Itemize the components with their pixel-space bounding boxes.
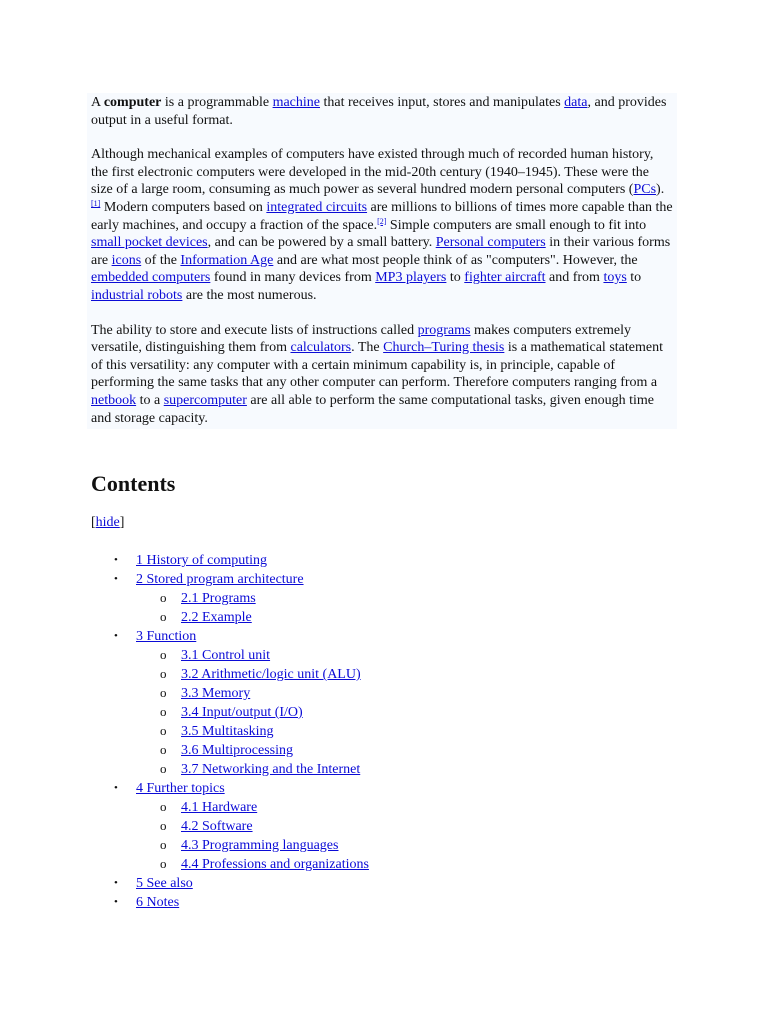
link-supercomputer[interactable]: supercomputer [163, 392, 247, 408]
link-integrated-circuits[interactable]: integrated circuits [266, 199, 368, 215]
toc-item [91, 551, 369, 570]
intro-section [87, 93, 677, 429]
toc-link[interactable]: 3.2 Arithmetic/logic unit (ALU) [181, 667, 361, 682]
bullet-icon: • [114, 630, 118, 642]
toc-subitem [91, 855, 369, 874]
toc-link[interactable]: 3.7 Networking and the Internet [181, 762, 361, 777]
text: to [626, 270, 642, 286]
toc-link[interactable]: 4.3 Programming languages [181, 838, 339, 853]
toc-subitem [91, 608, 369, 627]
term-computer: computer [103, 95, 162, 110]
toc-subitem [91, 741, 369, 760]
link-machine[interactable]: machine [272, 95, 320, 110]
toc-link[interactable]: 3.5 Multitasking [181, 724, 274, 739]
toc-subitem [91, 646, 369, 665]
citation-1[interactable]: [1] [91, 198, 101, 208]
toc-link[interactable]: 1 History of computing [136, 553, 268, 568]
table-of-contents [91, 551, 369, 912]
link-fighter-aircraft[interactable]: fighter aircraft [464, 270, 546, 286]
text: The ability to store and execute lists of instructions called [91, 322, 418, 338]
toc-link[interactable]: 4.4 Professions and organizations [181, 857, 369, 872]
circle-bullet-icon: o [160, 609, 167, 624]
bullet-icon: • [114, 782, 118, 794]
toc-link[interactable]: 3.4 Input/output (I/O) [181, 705, 303, 720]
toc-link[interactable]: 5 See also [136, 876, 193, 891]
link-industrial-robots[interactable]: industrial robots [91, 287, 183, 303]
bracket-close: ] [119, 515, 125, 530]
bullet-icon: • [114, 554, 118, 566]
circle-bullet-icon: o [160, 685, 167, 700]
text: ). [656, 182, 665, 198]
toc-subitem [91, 817, 369, 836]
text: . The [351, 340, 384, 356]
circle-bullet-icon: o [160, 666, 167, 681]
text: makes computers extremely versatile, distinguishing them from [91, 322, 632, 356]
toc-link[interactable]: 3.3 Memory [181, 686, 251, 701]
toc-subitem [91, 703, 369, 722]
link-personal-computers[interactable]: Personal computers [435, 235, 546, 251]
bullet-icon: • [114, 573, 118, 585]
circle-bullet-icon: o [160, 742, 167, 757]
toc-link[interactable]: 3.1 Control unit [181, 648, 271, 663]
toc-subitem [91, 760, 369, 779]
toc-subitem [91, 665, 369, 684]
circle-bullet-icon: o [160, 761, 167, 776]
toc-item [91, 893, 369, 912]
toc-link[interactable]: 2 Stored program architecture [136, 572, 304, 587]
toc-item [91, 779, 369, 798]
toc-link[interactable]: 4 Further topics [136, 781, 225, 796]
text: , and provides output in a useful format. [91, 95, 667, 128]
toc-subitem [91, 798, 369, 817]
toc-link[interactable]: 3 Function [136, 629, 197, 644]
intro-paragraph-1 [91, 94, 673, 129]
text: that receives input, stores and manipulates [320, 95, 565, 110]
bullet-icon: • [114, 896, 118, 908]
text: is a mathematical statement of this versatility: any computer with a certain minimum capability is, in principle, capable of performing the same tasks that any other computer can perform. Therefore computers ranging from a [91, 340, 663, 391]
link-small-pocket-devices[interactable]: small pocket devices [91, 235, 208, 251]
text: is a programmable [161, 95, 273, 110]
circle-bullet-icon: o [160, 590, 167, 605]
circle-bullet-icon: o [160, 818, 167, 833]
text: A [91, 95, 104, 110]
text: are millions to billions of times more capable than the early machines, and occupy a fraction of the space. [91, 199, 673, 233]
circle-bullet-icon: o [160, 799, 167, 814]
bullet-icon: • [114, 877, 118, 889]
circle-bullet-icon: o [160, 704, 167, 719]
link-icons[interactable]: icons [111, 252, 142, 268]
circle-bullet-icon: o [160, 723, 167, 738]
text: to a [136, 392, 164, 408]
intro-paragraph-3 [91, 322, 673, 428]
circle-bullet-icon: o [160, 856, 167, 871]
contents-heading: Contents [91, 471, 176, 496]
text: to [446, 270, 465, 286]
toc-subitem [91, 722, 369, 741]
toc-item [91, 874, 369, 893]
text: Simple computers are small enough to fit into [386, 217, 647, 233]
toc-subitem [91, 589, 369, 608]
link-toys[interactable]: toys [603, 270, 627, 286]
text: , and can be powered by a small battery. [207, 235, 436, 251]
link-calculators[interactable]: calculators [290, 340, 352, 356]
link-information-age[interactable]: Information Age [180, 252, 274, 268]
link-data[interactable]: data [564, 95, 588, 110]
toc-link[interactable]: 4.1 Hardware [181, 800, 258, 815]
intro-paragraph-2 [91, 146, 673, 304]
toc-link[interactable]: 2.2 Example [181, 610, 252, 625]
toc-item [91, 627, 369, 646]
toc-item [91, 570, 369, 589]
toc-link[interactable]: 3.6 Multiprocessing [181, 743, 293, 758]
text: are all able to perform the same computational tasks, given enough time and storage capacity. [91, 392, 654, 426]
link-netbook[interactable]: netbook [91, 392, 137, 408]
circle-bullet-icon: o [160, 647, 167, 662]
link-programs[interactable]: programs [417, 322, 471, 338]
text: of the [141, 252, 181, 268]
toc-toggle [91, 514, 124, 532]
hide-toc-link[interactable]: hide [95, 515, 120, 530]
link-church-turing-thesis[interactable]: Church–Turing thesis [383, 340, 505, 356]
link-embedded-computers[interactable]: embedded computers [91, 270, 211, 286]
text: in their various forms are [91, 235, 671, 268]
toc-link[interactable]: 2.1 Programs [181, 591, 256, 606]
text: Modern computers based on [100, 199, 267, 215]
text: Although mechanical examples of computers have existed through much of recorded human history, the first electronic computers were developed in the mid-20th century (1940–1945). These were the size of a large room, consuming as much power as several hundred modern personal computers ( [91, 147, 654, 198]
text: found in many devices from [210, 270, 376, 286]
text: and from [545, 270, 604, 286]
toc-link[interactable]: 6 Notes [136, 895, 180, 910]
text: and are what most people think of as "computers". However, the [273, 252, 638, 268]
toc-subitem [91, 684, 369, 703]
toc-subitem [91, 836, 369, 855]
text: are the most numerous. [182, 287, 317, 303]
link-mp3-players[interactable]: MP3 players [375, 270, 447, 286]
circle-bullet-icon: o [160, 837, 167, 852]
bracket-open: [ [91, 515, 96, 530]
toc-link[interactable]: 4.2 Software [181, 819, 253, 834]
citation-2[interactable]: [2] [377, 216, 387, 226]
link-pcs[interactable]: PCs [633, 182, 657, 198]
